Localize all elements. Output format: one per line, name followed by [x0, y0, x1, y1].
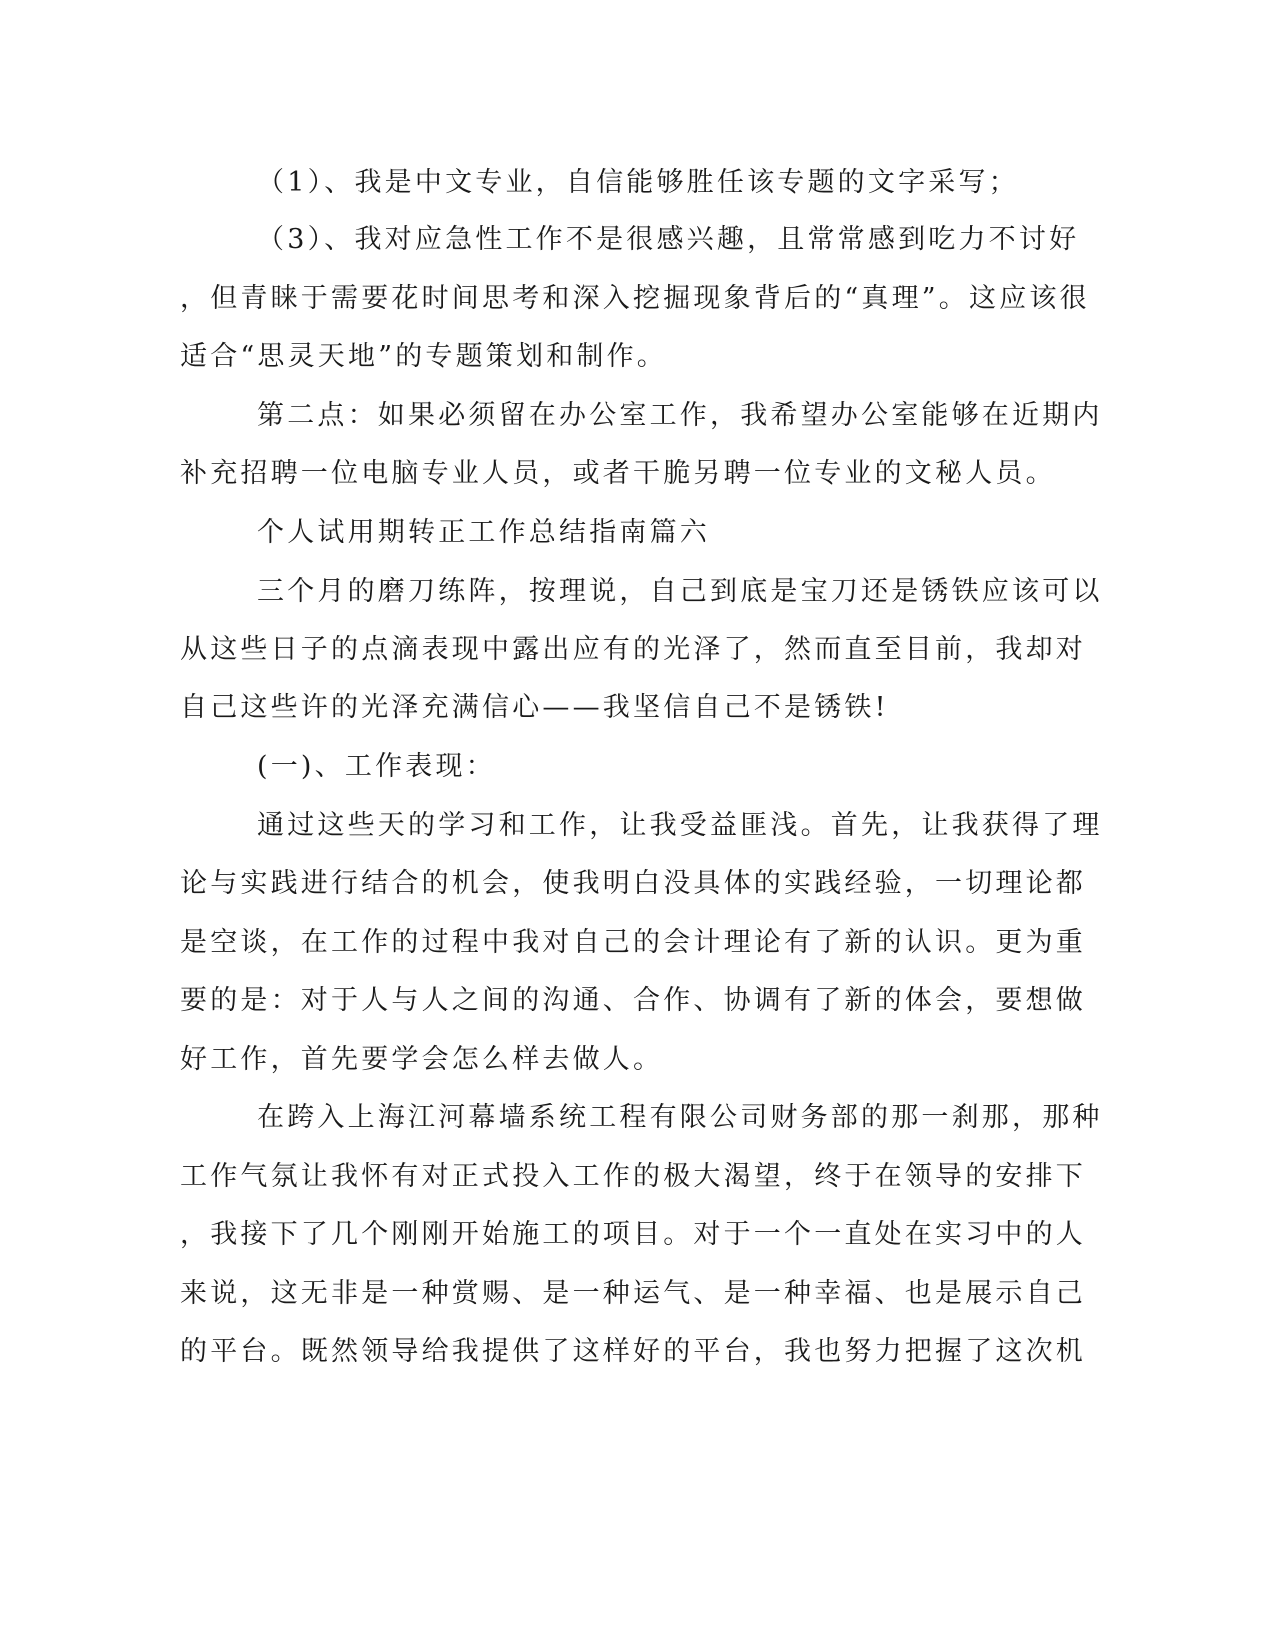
text-line: 从这些日子的点滴表现中露出应有的光泽了，然而直至目前，我却对: [180, 634, 1086, 665]
text-line: 三个月的磨刀练阵，按理说，自己到底是宝刀还是锈铁应该可以: [257, 576, 1103, 607]
subsection-heading: (一)、工作表现：: [257, 751, 496, 782]
text-line: 是空谈，在工作的过程中我对自己的会计理论有了新的认识。更为重: [180, 927, 1086, 958]
text-line: 来说，这无非是一种赏赐、是一种运气、是一种幸福、也是展示自己: [180, 1278, 1086, 1309]
text-line: （3）、我对应急性工作不是很感兴趣，且常常感到吃力不讨好: [257, 224, 1080, 255]
text-line: ，我接下了几个刚刚开始施工的项目。对于一个一直处在实习中的人: [180, 1219, 1086, 1250]
text-line: 自己这些许的光泽充满信心——我坚信自己不是锈铁!: [180, 692, 889, 723]
text-line: 要的是：对于人与人之间的沟通、合作、协调有了新的体会，要想做: [180, 985, 1086, 1016]
text-line: 通过这些天的学习和工作，让我受益匪浅。首先，让我获得了理: [257, 810, 1103, 841]
text-line: 的平台。既然领导给我提供了这样好的平台，我也努力把握了这次机: [180, 1336, 1086, 1367]
text-line: 论与实践进行结合的机会，使我明白没具体的实践经验，一切理论都: [180, 868, 1086, 899]
section-heading: 个人试用期转正工作总结指南篇六: [257, 517, 710, 548]
text-line: （1）、我是中文专业，自信能够胜任该专题的文字采写；: [257, 167, 1019, 198]
text-line: 适合“思灵天地”的专题策划和制作。: [180, 341, 668, 372]
text-line: 补充招聘一位电脑专业人员，或者干脆另聘一位专业的文秘人员。: [180, 458, 1056, 489]
text-line: 第二点：如果必须留在办公室工作，我希望办公室能够在近期内: [257, 400, 1103, 431]
text-line: 在跨入上海江河幕墙系统工程有限公司财务部的那一刹那，那种: [257, 1102, 1103, 1133]
text-line: 工作气氛让我怀有对正式投入工作的极大渴望，终于在领导的安排下: [180, 1161, 1086, 1192]
text-line: ，但青睐于需要花时间思考和深入挖掘现象背后的“真理”。这应该很: [180, 283, 1090, 314]
text-line: 好工作，首先要学会怎么样去做人。: [180, 1044, 664, 1075]
